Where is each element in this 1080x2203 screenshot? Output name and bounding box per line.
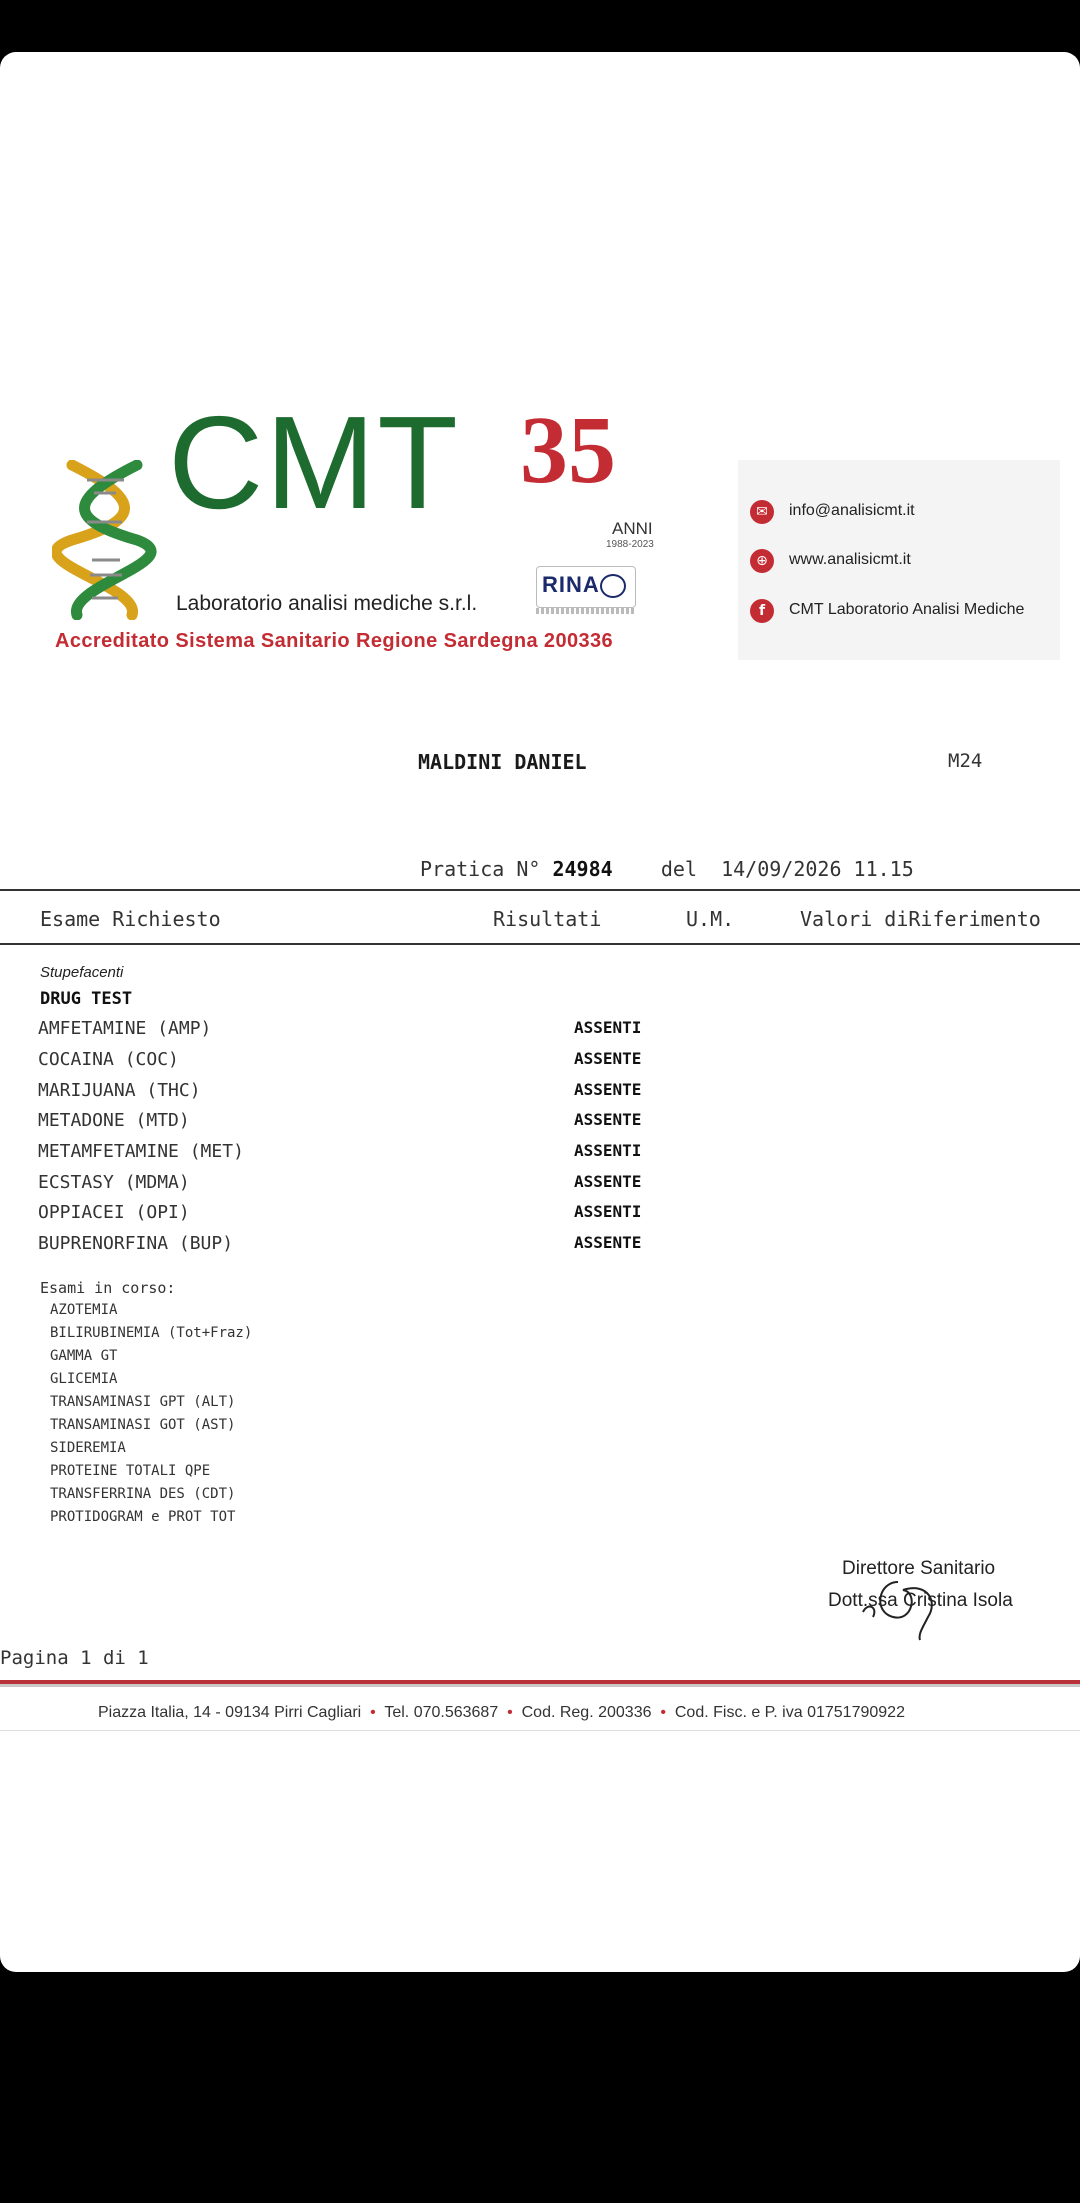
column-header-unit: U.M. [686, 907, 735, 931]
certification-caption [536, 608, 636, 614]
divider-top [0, 889, 1080, 891]
contact-website[interactable]: www.analisicmt.it [789, 551, 911, 568]
footer-bottom-line [0, 1730, 1080, 1731]
pending-exam-item: SIDEREMIA [50, 1440, 126, 1456]
pratica-number: 24984 [552, 857, 613, 881]
signature-name: Dott.ssa Cristina Isola [828, 1590, 1013, 1611]
test-result: ASSENTI [574, 1141, 642, 1160]
pending-exam-item: GAMMA GT [50, 1348, 118, 1364]
test-row [38, 1080, 678, 1110]
footer-reg: Cod. Reg. 200336 [521, 1704, 652, 1721]
column-header-exam: Esame Richiesto [40, 907, 221, 931]
test-name: COCAINA (COC) [38, 1049, 179, 1070]
email-icon: ✉ [750, 500, 774, 524]
test-row [38, 1202, 678, 1232]
test-name: MARIJUANA (THC) [38, 1080, 201, 1101]
patient-name: MALDINI DANIEL [418, 750, 587, 774]
section-title: DRUG TEST [40, 989, 133, 1009]
test-result: ASSENTE [574, 1049, 642, 1068]
certification-logo-text: RINA [542, 572, 600, 597]
test-name: OPPIACEI (OPI) [38, 1202, 190, 1223]
anniversary-word: ANNI [612, 519, 653, 538]
test-name: METAMFETAMINE (MET) [38, 1141, 244, 1162]
report-page [0, 52, 1080, 1972]
brand-logo-text: CMT [168, 389, 460, 536]
test-row [38, 1049, 678, 1079]
anniversary-number: 35 [520, 396, 616, 503]
column-header-reference: Valori diRiferimento [800, 907, 1041, 931]
pending-exam-item: TRANSFERRINA DES (CDT) [50, 1486, 236, 1502]
footer-info [98, 1704, 905, 1722]
footer-tel: Tel. 070.563687 [384, 1704, 499, 1721]
globe-icon: ⊕ [750, 549, 774, 573]
pending-exam-item: PROTIDOGRAM e PROT TOT [50, 1509, 236, 1525]
pratica-row [420, 857, 914, 881]
footer-dot-icon: • [370, 1704, 376, 1721]
footer-dot-icon: • [660, 1704, 666, 1721]
certification-seal-icon [600, 574, 626, 598]
test-result: ASSENTE [574, 1172, 642, 1191]
test-row [38, 1018, 678, 1048]
pending-exam-item: TRANSAMINASI GPT (ALT) [50, 1394, 236, 1410]
test-result: ASSENTE [574, 1080, 642, 1099]
pending-exams-title: Esami in corso: [40, 1279, 176, 1297]
test-result: ASSENTE [574, 1233, 642, 1252]
test-name: METADONE (MTD) [38, 1110, 190, 1131]
dna-helix-icon [52, 460, 160, 620]
test-name: AMFETAMINE (AMP) [38, 1018, 212, 1039]
patient-sex-age: M24 [948, 750, 983, 772]
accreditation-text: Accreditato Sistema Sanitario Regione Sardegna 200336 [55, 630, 614, 652]
test-row [38, 1172, 678, 1202]
footer-dot-icon: • [507, 1704, 513, 1721]
test-row [38, 1233, 678, 1263]
contact-email[interactable]: info@analisicmt.it [789, 502, 915, 519]
column-header-results: Risultati [493, 907, 602, 931]
divider-header [0, 943, 1080, 945]
pratica-datetime: 14/09/2026 11.15 [721, 857, 914, 881]
test-result: ASSENTE [574, 1110, 642, 1129]
section-category: Stupefacenti [40, 964, 124, 981]
page-number: Pagina 1 di 1 [0, 1647, 149, 1669]
lab-subtitle: Laboratorio analisi mediche s.r.l. [176, 592, 478, 615]
test-result: ASSENTI [574, 1018, 642, 1037]
pending-exam-item: GLICEMIA [50, 1371, 118, 1387]
footer-address: Piazza Italia, 14 - 09134 Pirri Cagliari [98, 1704, 362, 1721]
test-row [38, 1141, 678, 1171]
test-name: ECSTASY (MDMA) [38, 1172, 190, 1193]
pending-exam-item: AZOTEMIA [50, 1302, 118, 1318]
facebook-icon: f [750, 599, 774, 623]
anniversary-years: 1988-2023 [606, 539, 654, 550]
signature-role: Direttore Sanitario [842, 1558, 996, 1579]
pending-exam-item: TRANSAMINASI GOT (AST) [50, 1417, 236, 1433]
pending-exam-item: PROTEINE TOTALI QPE [50, 1463, 211, 1479]
test-row [38, 1110, 678, 1140]
pending-exam-item: BILIRUBINEMIA (Tot+Fraz) [50, 1325, 253, 1341]
footer-divider-grey [0, 1684, 1080, 1687]
test-name: BUPRENORFINA (BUP) [38, 1233, 234, 1254]
handwritten-signature-icon [858, 1572, 958, 1642]
test-result: ASSENTI [574, 1202, 642, 1221]
contact-facebook[interactable]: CMT Laboratorio Analisi Mediche [789, 601, 1025, 618]
pratica-label: Pratica N° [420, 857, 541, 881]
footer-fiscal: Cod. Fisc. e P. iva 01751790922 [674, 1704, 905, 1721]
pratica-del-label: del [660, 857, 697, 881]
